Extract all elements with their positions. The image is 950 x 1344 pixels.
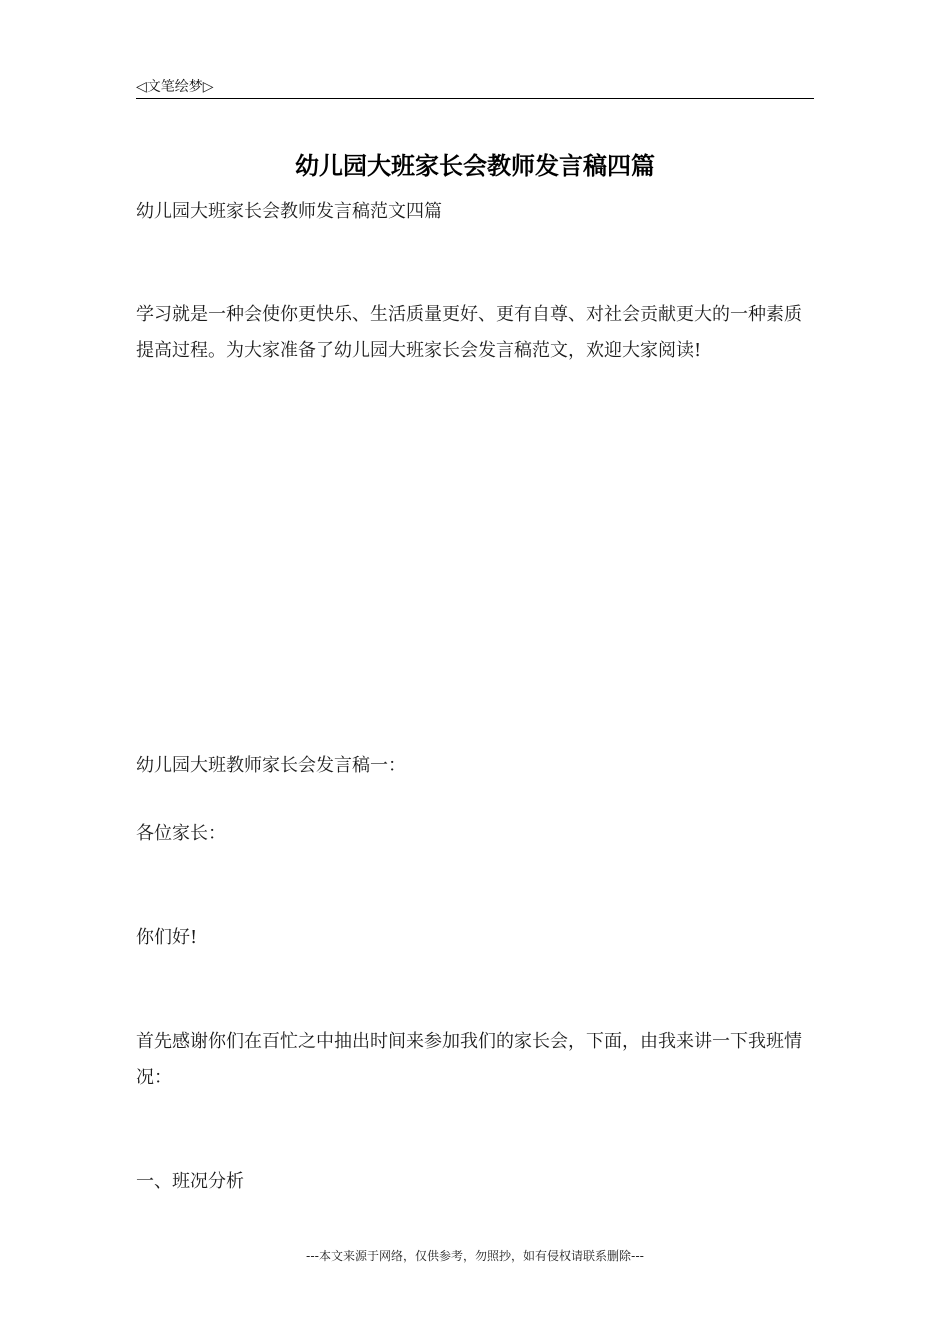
body-paragraph: 首先感谢你们在百忙之中抽出时间来参加我们的家长会，下面，由我来讲一下我班情况： [136,1031,802,1088]
page-footer: ---本文来源于网络，仅供参考，勿照抄，如有侵权请联系删除--- [306,1249,644,1263]
subheading: 一、班况分析 [136,1171,244,1192]
document-subtitle: 幼儿园大班家长会教师发言稿范文四篇 [136,201,442,222]
intro-paragraph: 学习就是一种会使你更快乐、生活质量更好、更有自尊、对社会贡献更大的一种素质提高过程。为大家准备了幼儿园大班家长会发言稿范文，欢迎大家阅读! [136,304,802,361]
page-header [136,74,814,99]
section-heading: 幼儿园大班教师家长会发言稿一： [136,755,406,776]
header-brand: ◁文笔绘梦▷ [136,79,214,95]
greeting: 你们好! [136,927,198,948]
salutation: 各位家长： [136,823,226,844]
document-title: 幼儿园大班家长会教师发言稿四篇 [295,151,655,180]
